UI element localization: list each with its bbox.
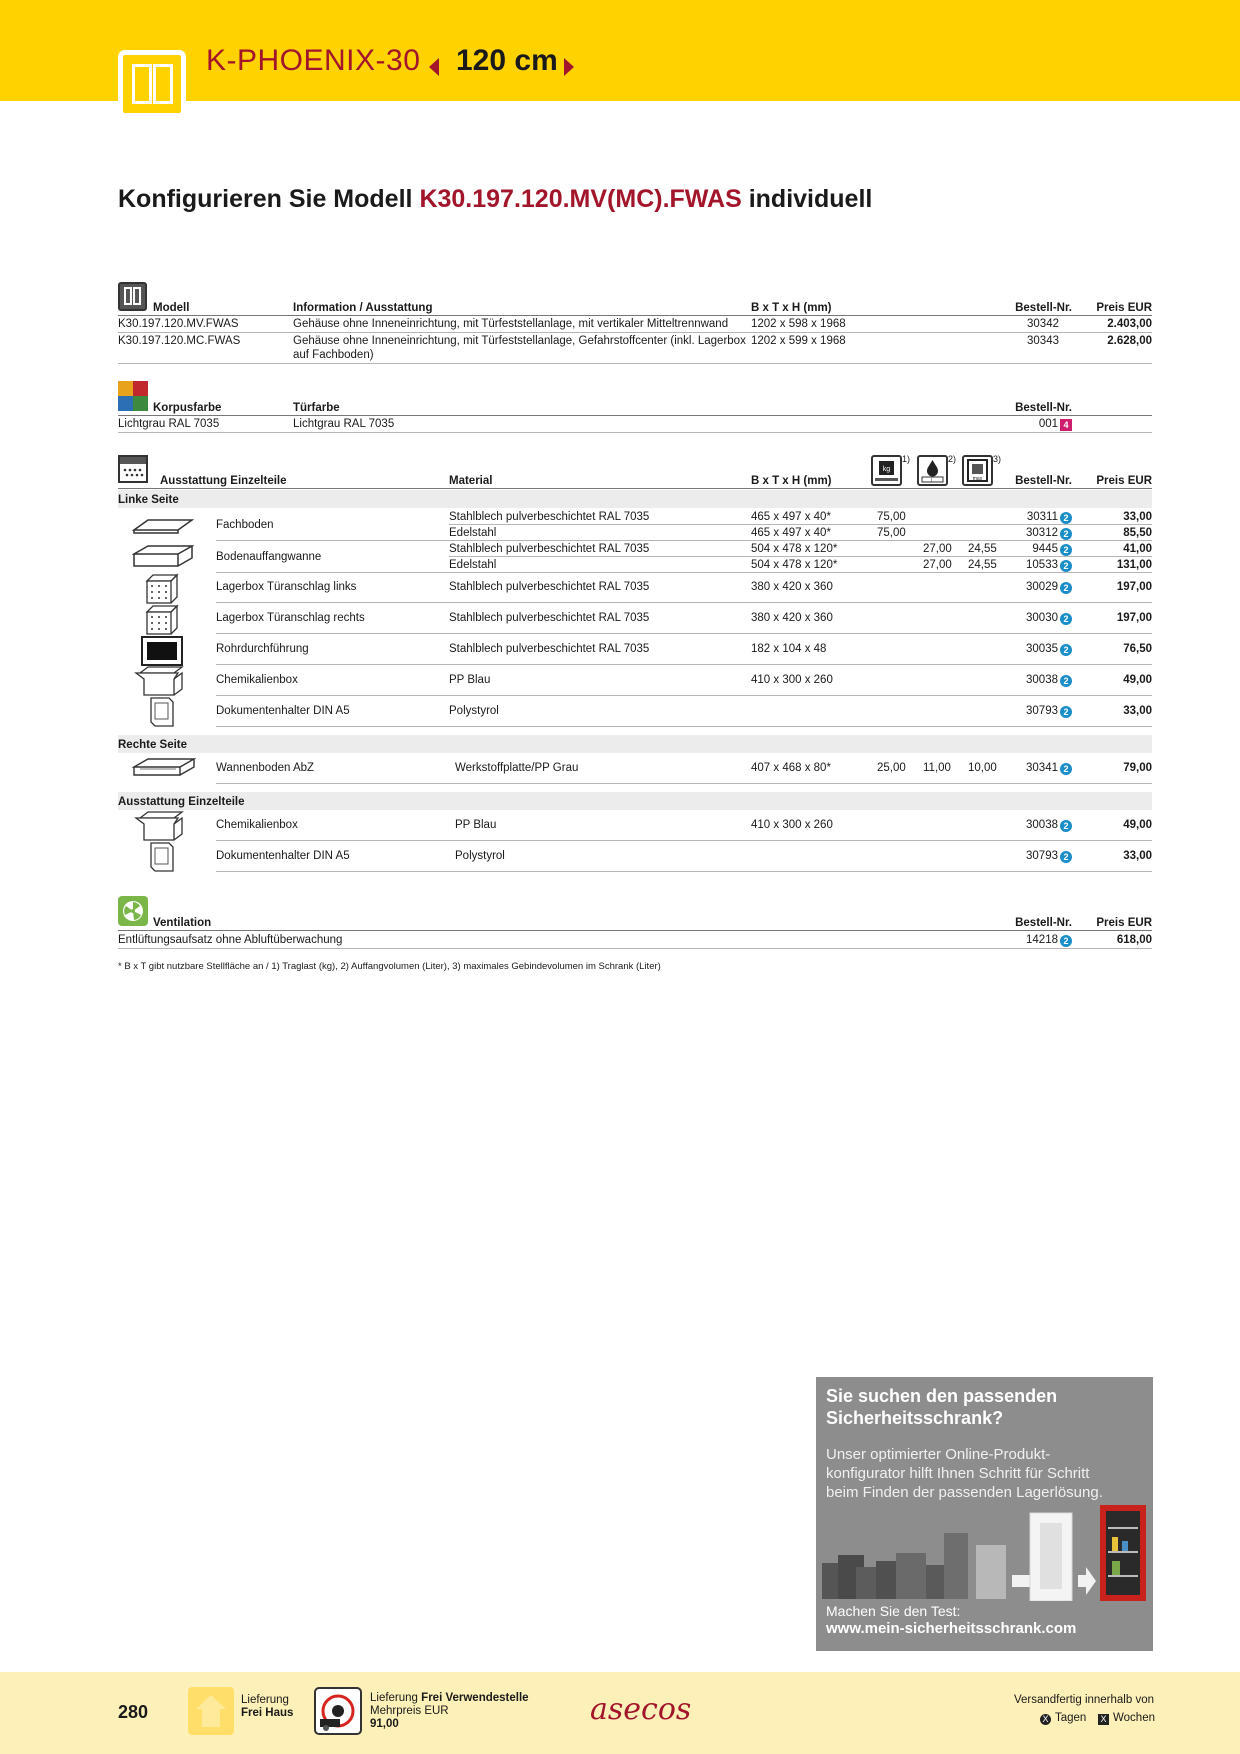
document-holder-icon (148, 695, 176, 734)
load-kg-icon (871, 455, 902, 486)
order-number: 30311 (1026, 511, 1058, 523)
order-cell (990, 542, 1072, 556)
price-cell: 79,00 (1123, 762, 1152, 774)
price-cell: 2.403,00 (1107, 318, 1152, 330)
price-cell: 197,00 (1116, 581, 1152, 593)
order-cell (990, 818, 1072, 832)
ad-headline-line2: Sicherheitsschrank? (826, 1408, 1004, 1428)
delivery-value: Frei Haus (241, 1707, 294, 1719)
part-name: Rohrdurchführung (216, 643, 309, 655)
material-cell: PP Blau (449, 674, 491, 686)
divider (118, 432, 1152, 433)
icon-mark: 1) (902, 454, 911, 464)
section-band (118, 735, 1152, 753)
material-cell: Polystyrol (449, 705, 499, 717)
ad-cta-url[interactable]: www.mein-sicherheitsschrank.com (826, 1620, 1077, 1637)
part-name: Wannenboden AbZ (216, 762, 315, 774)
ad-headline-line1: Sie suchen den passenden (826, 1386, 1058, 1406)
order-cell (990, 526, 1072, 540)
col-header-dims: B x T x H (mm) (751, 475, 832, 487)
order-number: 30793 (1026, 850, 1058, 862)
divider (118, 315, 1152, 316)
divider (216, 633, 1152, 634)
color-palette-icon (118, 381, 148, 411)
cabinet-door-right-shape (153, 64, 173, 104)
max-volume-cell: 10,00 (968, 762, 997, 774)
document-holder-icon (148, 840, 176, 879)
delivery-badge: 2 (1060, 512, 1072, 524)
order-cell (990, 558, 1072, 572)
col-header-order: Bestell-Nr. (1015, 917, 1072, 929)
material-cell: Stahlblech pulverbeschichtet RAL 7035 (449, 612, 650, 624)
order-cell (990, 417, 1072, 431)
ready-days (1040, 1712, 1086, 1725)
order-number: 30029 (1026, 581, 1058, 593)
order-cell (990, 761, 1072, 775)
icon-mark: 2) (948, 454, 957, 464)
section-band (118, 792, 1152, 810)
order-cell (990, 642, 1072, 656)
material-cell: Werkstoffplatte/PP Grau (455, 762, 579, 774)
shelf-dots-icon (118, 455, 148, 483)
page-title (118, 185, 872, 214)
dims-cell: 465 x 497 x 40* (751, 527, 831, 539)
price-cell: 33,00 (1123, 705, 1152, 717)
container-volume-icon (962, 455, 993, 486)
price-cell: 76,50 (1123, 643, 1152, 655)
delivery2-value: Frei Verwendestelle (421, 1692, 529, 1704)
volume-cell: 11,00 (923, 762, 951, 774)
delivery-badge: 2 (1060, 820, 1072, 832)
divider (216, 664, 1152, 665)
order-cell (990, 704, 1072, 718)
order-number: 001 (1038, 418, 1058, 430)
dims-cell: 380 x 420 x 360 (751, 581, 833, 593)
price-cell: 197,00 (1116, 612, 1152, 624)
order-cell: 30343 (1027, 335, 1059, 347)
sump-volume-icon (917, 455, 948, 486)
delivery-badge: 2 (1060, 528, 1072, 540)
order-number: 30038 (1026, 819, 1058, 831)
ad-body-line2: konfigurator hilft Ihnen Schritt für Schritt (826, 1465, 1090, 1482)
weeks-mark-icon: X (1098, 1714, 1109, 1725)
delivery-label: Lieferung (241, 1694, 289, 1706)
ad-headline (826, 1385, 1057, 1429)
body-color-cell: Lichtgrau RAL 7035 (118, 418, 220, 430)
dims-cell: 1202 x 599 x 1968 (751, 335, 846, 347)
delivery-badge: 2 (1060, 763, 1072, 775)
divider (216, 695, 1152, 696)
model-cell: K30.197.120.MV.FWAS (118, 318, 239, 330)
dims-cell: 504 x 478 x 120* (751, 543, 838, 555)
col-header-price: Preis EUR (1096, 475, 1152, 487)
section-label-left: Linke Seite (118, 494, 179, 506)
ready-label: Versandfertig innerhalb von (1013, 1694, 1154, 1706)
product-title: K-PHOENIX-30 (206, 44, 421, 77)
price-cell: 85,50 (1123, 527, 1152, 539)
sump-tray-icon (132, 544, 194, 575)
material-cell: Edelstahl (449, 527, 497, 539)
max-volume-cell: 24,55 (968, 559, 997, 571)
material-cell: Stahlblech pulverbeschichtet RAL 7035 (449, 543, 650, 555)
order-number: 9445 (1032, 543, 1058, 555)
arrow-right-icon[interactable] (564, 58, 574, 76)
ventilation-name: Entlüftungsaufsatz ohne Abluftüberwachung (118, 934, 343, 946)
dims-cell: 504 x 478 x 120* (751, 559, 838, 571)
order-number: 10533 (1026, 559, 1058, 571)
col-header-price: Preis EUR (1096, 917, 1152, 929)
door-color-cell: Lichtgrau RAL 7035 (293, 418, 395, 430)
order-cell (990, 933, 1072, 947)
delivery-badge: 2 (1060, 544, 1072, 556)
price-cell: 33,00 (1123, 511, 1152, 523)
material-cell: Stahlblech pulverbeschichtet RAL 7035 (449, 581, 650, 593)
material-cell: Polystyrol (455, 850, 505, 862)
volume-cell: 27,00 (923, 543, 952, 555)
material-cell: PP Blau (455, 819, 497, 831)
delivery2-line (370, 1692, 529, 1705)
divider (216, 572, 1152, 573)
order-number: 30030 (1026, 612, 1058, 624)
order-cell: 30342 (1027, 318, 1059, 330)
delivery-badge: 4 (1060, 419, 1072, 431)
material-cell: Edelstahl (449, 559, 497, 571)
load-cell: 25,00 (877, 762, 906, 774)
section-label-right: Rechte Seite (118, 739, 188, 751)
ventilation-fan-icon (118, 896, 148, 926)
divider (216, 726, 1152, 727)
ad-body-line1: Unser optimierter Online-Produkt- (826, 1446, 1051, 1463)
section-band (118, 490, 1152, 508)
dims-cell: 1202 x 598 x 1968 (751, 318, 846, 330)
delivery2-label: Lieferung (370, 1692, 418, 1704)
days-mark-icon: X (1040, 1714, 1051, 1725)
part-name: Chemikalienbox (216, 819, 298, 831)
shelf-icon (132, 514, 194, 541)
price-cell: 41,00 (1123, 543, 1152, 555)
order-number: 30038 (1026, 674, 1058, 686)
order-cell (990, 849, 1072, 863)
cabinet-icon (118, 50, 186, 118)
col-header-body-color: Korpusfarbe (153, 402, 222, 414)
price-cell: 49,00 (1123, 674, 1152, 686)
free-delivery-house-icon (188, 1687, 234, 1735)
max-label: max (972, 476, 983, 482)
order-cell (990, 611, 1072, 625)
asecos-logo: asecos (590, 1692, 692, 1727)
liter-label: L (931, 478, 934, 484)
info-cell-cont: auf Fachboden) (293, 349, 374, 361)
kg-label: kg (882, 466, 891, 473)
price-cell: 131,00 (1116, 559, 1152, 571)
cabinets-illustration (816, 1505, 1153, 1601)
divider (216, 840, 1152, 841)
volume-cell: 27,00 (923, 559, 952, 571)
configurator-ad[interactable] (816, 1377, 1153, 1651)
col-header-model: Modell (153, 302, 190, 314)
delivery-badge: 2 (1060, 675, 1072, 687)
dims-cell: 182 x 104 x 48 (751, 643, 827, 655)
surcharge-label: Mehrpreis EUR (370, 1705, 449, 1717)
days-label: Tagen (1055, 1712, 1087, 1724)
material-cell: Stahlblech pulverbeschichtet RAL 7035 (449, 643, 650, 655)
col-header-price: Preis EUR (1096, 302, 1152, 314)
dims-cell: 465 x 497 x 40* (751, 511, 831, 523)
part-name: Lagerbox Türanschlag rechts (216, 612, 365, 624)
model-cell: K30.197.120.MC.FWAS (118, 335, 241, 347)
divider (118, 930, 1152, 931)
price-cell: 618,00 (1116, 934, 1152, 946)
delivery-badge: 2 (1060, 560, 1072, 572)
divider (118, 363, 1152, 364)
part-name: Chemikalienbox (216, 674, 298, 686)
dims-cell: 410 x 300 x 260 (751, 674, 833, 686)
col-header-material: Material (449, 475, 493, 487)
max-volume-cell: 24,55 (968, 543, 997, 555)
icon-mark: 3) (993, 454, 1002, 464)
cabinet-door-left-shape (132, 64, 152, 104)
part-name: Dokumentenhalter DIN A5 (216, 705, 350, 717)
order-number: 30341 (1026, 762, 1058, 774)
order-number: 14218 (1026, 934, 1058, 946)
ready-weeks (1098, 1712, 1155, 1725)
price-cell: 49,00 (1123, 819, 1152, 831)
divider (118, 488, 1152, 489)
col-header-order: Bestell-Nr. (1015, 475, 1072, 487)
load-cell: 75,00 (877, 527, 906, 539)
order-number: 30312 (1026, 527, 1058, 539)
price-cell: 33,00 (1123, 850, 1152, 862)
footer-bar (0, 1672, 1240, 1754)
divider (216, 783, 1152, 784)
delivery-badge: 2 (1060, 706, 1072, 718)
dims-cell: 407 x 468 x 80* (751, 762, 831, 774)
ad-body (826, 1445, 1103, 1502)
order-number: 30035 (1026, 643, 1058, 655)
divider (118, 948, 1152, 949)
part-name: Fachboden (216, 519, 274, 531)
ad-body-line3: beim Finden der passenden Lagerlösung. (826, 1484, 1103, 1501)
delivery-badge: 2 (1060, 613, 1072, 625)
col-header-info: Information / Ausstattung (293, 302, 433, 314)
load-cell: 75,00 (877, 511, 906, 523)
cabinet-small-icon (118, 282, 147, 311)
info-cell: Gehäuse ohne Inneneinrichtung, mit Türfeststellanlage, mit vertikaler Mitteltrennwand (293, 318, 729, 330)
divider (216, 602, 1152, 603)
arrow-left-icon[interactable] (429, 58, 439, 76)
divider (118, 332, 1152, 333)
part-name: Dokumentenhalter DIN A5 (216, 850, 350, 862)
material-cell: Stahlblech pulverbeschichtet RAL 7035 (449, 511, 650, 523)
delivery-badge: 2 (1060, 644, 1072, 656)
divider (449, 524, 1152, 525)
divider (216, 540, 1152, 541)
header-bar (0, 0, 1240, 101)
page-number: 280 (118, 1702, 149, 1722)
title-prefix: Konfigurieren Sie Modell (118, 185, 413, 213)
surcharge-value: 91,00 (370, 1718, 399, 1730)
info-cell: Gehäuse ohne Inneneinrichtung, mit Türfeststellanlage, Gefahrstoffcenter (inkl. Lagerbox (293, 335, 746, 347)
divider (216, 871, 1152, 872)
title-suffix: individuell (748, 185, 873, 213)
dims-cell: 380 x 420 x 360 (751, 612, 833, 624)
col-header-parts: Ausstattung Einzelteile (160, 475, 287, 487)
col-header-dims: B x T x H (mm) (751, 302, 832, 314)
col-header-order: Bestell-Nr. (1015, 402, 1072, 414)
price-cell: 2.628,00 (1107, 335, 1152, 347)
delivery-badge: 2 (1060, 582, 1072, 594)
weeks-label: Wochen (1113, 1712, 1155, 1724)
part-name: Bodenauffangwanne (216, 551, 322, 563)
section-label-extra: Ausstattung Einzelteile (118, 796, 245, 808)
ad-cta-label: Machen Sie den Test: (826, 1603, 961, 1619)
title-model: K30.197.120.MV(MC).FWAS (419, 185, 742, 213)
delivery-truck-icon (314, 1687, 362, 1735)
delivery-badge: 2 (1060, 851, 1072, 863)
part-name: Lagerbox Türanschlag links (216, 581, 357, 593)
order-cell (990, 510, 1072, 524)
ventilation-title: Ventilation (153, 917, 212, 929)
product-size: 120 cm (456, 44, 558, 77)
sump-floor-icon (132, 755, 196, 784)
divider (449, 556, 1152, 557)
order-cell (990, 673, 1072, 687)
col-header-order: Bestell-Nr. (1015, 302, 1072, 314)
footnote: * B x T gibt nutzbare Stellfläche an / 1) Traglast (kg), 2) Auffangvolumen (Liter), 3) maximales Gebindevolumen im Schrank (Liter) (118, 961, 661, 972)
order-cell (990, 580, 1072, 594)
delivery-badge: 2 (1060, 935, 1072, 947)
dims-cell: 410 x 300 x 260 (751, 819, 833, 831)
col-header-door-color: Türfarbe (293, 402, 340, 414)
divider (118, 415, 1152, 416)
order-number: 30793 (1026, 705, 1058, 717)
